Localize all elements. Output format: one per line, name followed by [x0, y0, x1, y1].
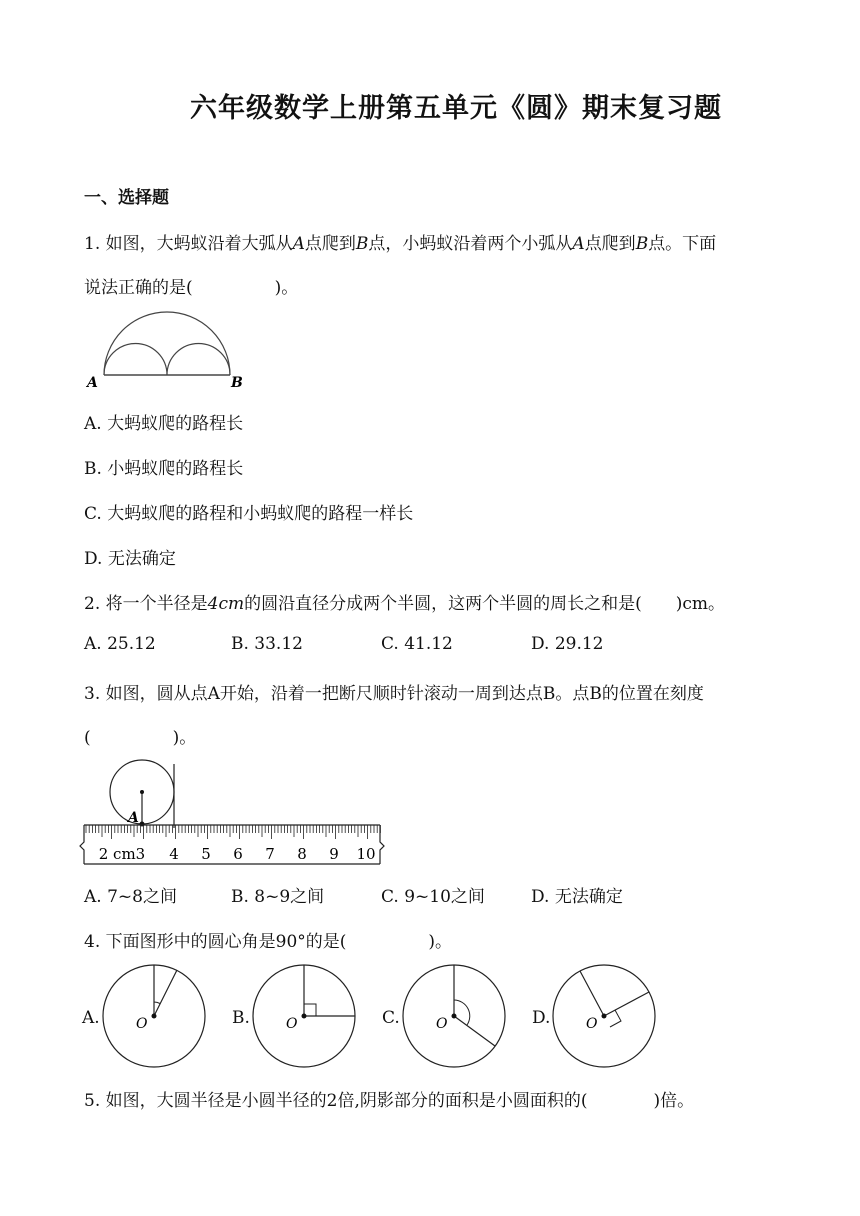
q4-stem: 4. 下面图形中的圆心角是90°的是( )。 [84, 932, 453, 952]
ruler-label: 2 cm3 [98, 845, 146, 863]
q5-stem: 5. 如图，大圆半径是小圆半径的2倍,阴影部分的面积是小圆面积的( )倍。 [84, 1091, 695, 1111]
ruler-label: 5 [201, 845, 211, 863]
ruler-label: 7 [265, 845, 275, 863]
q1-option-a[interactable]: A. 大蚂蚁爬的路程长 [84, 414, 244, 434]
q3-stem-line1: 3. 如图，圆从点A开始，沿着一把断尺顺时针滚动一周到达点B。点B的位置在刻度 [84, 684, 704, 704]
q3-option-b[interactable]: B. 8~9之间 [231, 887, 325, 907]
q1-option-b[interactable]: B. 小蚂蚁爬的路程长 [84, 459, 244, 479]
q3-stem-line2: ( )。 [84, 728, 197, 748]
q2-stem: 2. 将一个半径是4cm的圆沿直径分成两个半圆，这两个半圆的周长之和是( )cm。 [84, 594, 726, 614]
page-title: 六年级数学上册第五单元《圆》期末复习题 [190, 93, 722, 124]
q3-label-a: A [128, 810, 139, 826]
svg-text:O: O [586, 1016, 598, 1032]
q1-label-a: A [87, 375, 98, 391]
q2-option-c[interactable]: C. 41.12 [381, 634, 453, 654]
q3-ruler-figure [78, 758, 390, 868]
section-heading: 一、选择题 [84, 188, 169, 208]
ruler-label: 10 [356, 845, 376, 863]
q4-option-d-label[interactable]: D. [532, 1008, 551, 1028]
q1-stem-line2: 说法正确的是( )。 [84, 278, 299, 298]
q1-stem-line1: 1. 如图，大蚂蚁沿着大弧从A点爬到B点，小蚂蚁沿着两个小弧从A点爬到B点。下面 [84, 234, 717, 254]
q4-option-b-figure[interactable] [250, 962, 358, 1070]
ruler-label: 8 [297, 845, 307, 863]
q3-option-c[interactable]: C. 9~10之间 [381, 887, 485, 907]
q4-option-a-figure[interactable] [100, 962, 208, 1070]
q3-option-d[interactable]: D. 无法确定 [531, 887, 623, 907]
ruler-label: 6 [233, 845, 243, 863]
q4-option-c-figure[interactable] [400, 962, 508, 1070]
q1-option-c[interactable]: C. 大蚂蚁爬的路程和小蚂蚁爬的路程一样长 [84, 504, 414, 524]
svg-text:O: O [286, 1016, 298, 1032]
svg-text:O: O [136, 1016, 148, 1032]
ruler-label: 9 [329, 845, 339, 863]
q1-figure [82, 308, 252, 392]
q4-option-a-label[interactable]: A. [82, 1008, 100, 1028]
q4-option-c-label[interactable]: C. [382, 1008, 400, 1028]
q2-option-b[interactable]: B. 33.12 [231, 634, 303, 654]
svg-text:O: O [436, 1016, 448, 1032]
q1-option-d[interactable]: D. 无法确定 [84, 549, 176, 569]
q4-option-b-label[interactable]: B. [232, 1008, 250, 1028]
q3-option-a[interactable]: A. 7~8之间 [84, 887, 177, 907]
ruler-label: 4 [169, 845, 179, 863]
q2-option-d[interactable]: D. 29.12 [531, 634, 604, 654]
q1-label-b: B [231, 375, 243, 391]
q2-option-a[interactable]: A. 25.12 [84, 634, 156, 654]
q4-option-d-figure[interactable] [550, 962, 658, 1070]
